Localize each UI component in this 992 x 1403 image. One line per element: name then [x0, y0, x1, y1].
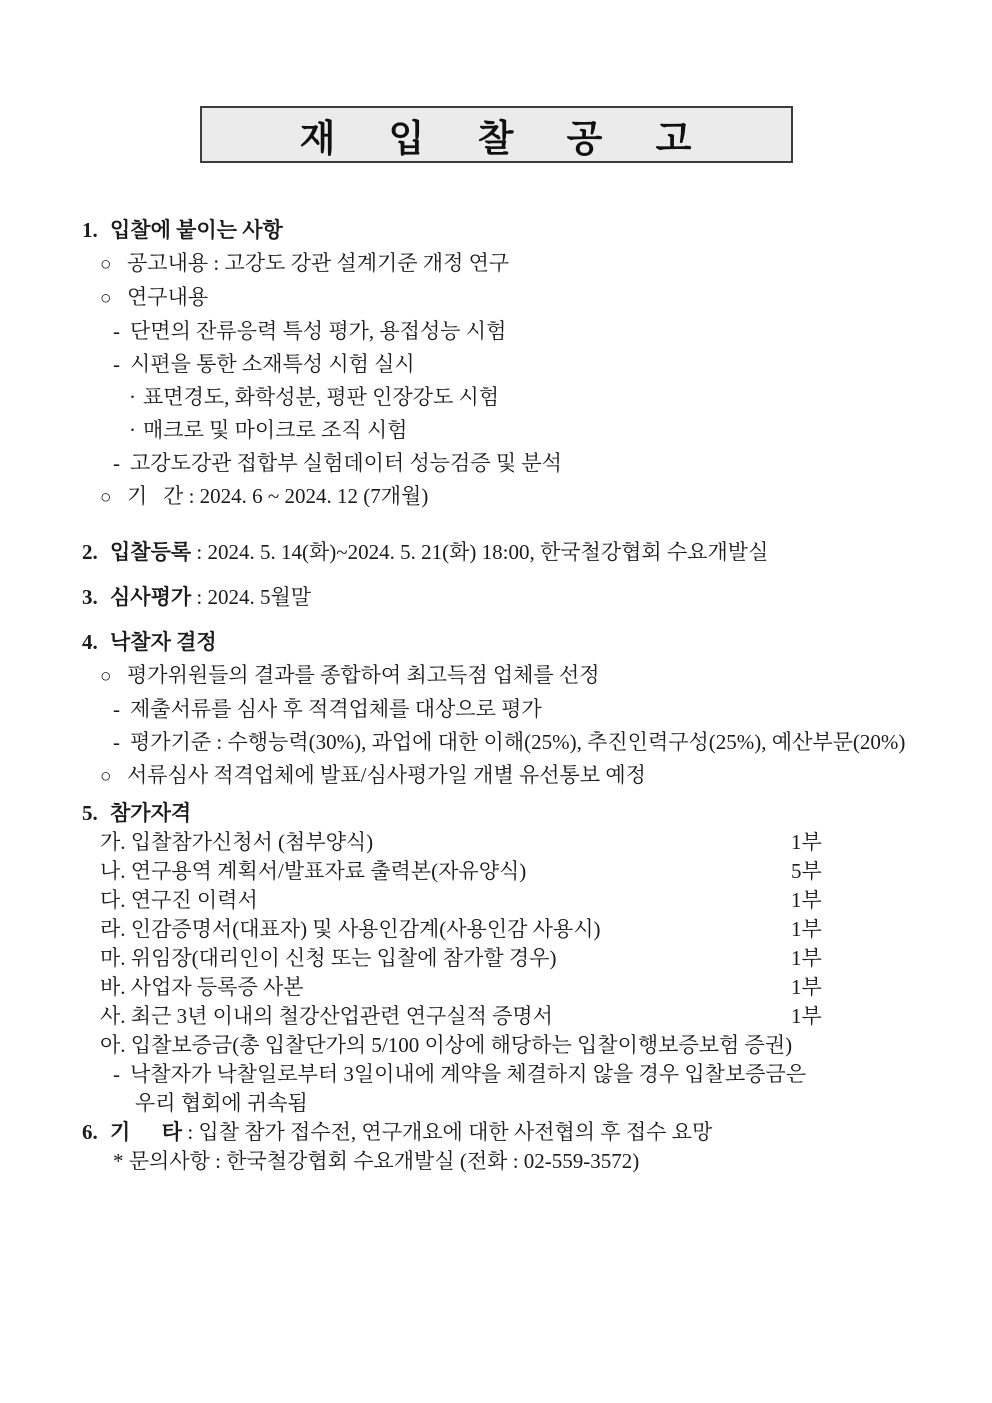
note-line [82, 1060, 982, 1089]
attachment-count: 1부 [791, 946, 822, 970]
section-text: : 입찰 참가 접수전, 연구개요에 대한 사전협의 후 접수 요망 [182, 1120, 713, 1144]
list-item [82, 281, 982, 315]
section-heading-text: 참가자격 [110, 801, 192, 825]
list-item-text: 평가기준 : 수행능력(30%), 과업에 대한 이해(25%), 추진인력구성(25%), 예산부문(20%) [130, 730, 906, 754]
list-item [82, 315, 982, 348]
section-heading [82, 799, 982, 828]
section-heading [82, 536, 982, 569]
attachment-count: 5부 [791, 859, 822, 883]
section-2 [82, 536, 982, 569]
dot-bullet: · [129, 385, 136, 409]
list-item [82, 759, 982, 793]
attachment-count: 1부 [791, 830, 822, 854]
attachment-row [82, 886, 837, 915]
list-item [82, 447, 982, 480]
attachment-label: 아. 입찰보증금(총 입찰단가의 5/100 이상에 해당하는 입찰이행보증보험 증권) [100, 1033, 793, 1057]
section-heading [82, 581, 982, 614]
list-item [82, 480, 982, 514]
list-item [82, 726, 982, 759]
circle-bullet: ○ [100, 288, 112, 309]
note-text: 우리 협회에 귀속됨 [135, 1091, 308, 1115]
section-heading [82, 626, 982, 659]
title-box [200, 106, 793, 163]
attachment-row [82, 828, 837, 857]
section-heading-text: 심사평가 [110, 585, 192, 609]
document-title: 재 입 찰 공 고 [299, 118, 694, 160]
section-heading-text: 낙찰자 결정 [110, 630, 217, 654]
note-text: 낙찰자가 낙찰일로부터 3일이내에 계약을 체결하지 않을 경우 입찰보증금은 [130, 1062, 807, 1086]
attachment-row [82, 973, 837, 1002]
dash-bullet: - [113, 1062, 120, 1086]
attachment-label: 가. 입찰참가신청서 (첨부양식) [100, 830, 374, 854]
document-body [82, 214, 982, 1176]
section-6 [82, 1118, 982, 1147]
attachment-row [82, 915, 837, 944]
contact-note-text: * 문의사항 : 한국철강협회 수요개발실 (전화 : 02-559-3572) [113, 1149, 640, 1173]
section-number: 1. [82, 218, 98, 242]
section-text: : 2024. 5. 14(화)~2024. 5. 21(화) 18:00, 한국철강협회 수요개발실 [191, 540, 769, 564]
list-item-text: 고강도강관 접합부 실험데이터 성능검증 및 분석 [130, 451, 562, 475]
dash-bullet: - [113, 319, 120, 343]
attachment-count: 1부 [791, 888, 822, 912]
note-line [82, 1089, 982, 1118]
section-3 [82, 581, 982, 614]
list-item [82, 348, 982, 381]
attachment-count: 1부 [791, 1004, 822, 1028]
attachment-row [82, 1002, 837, 1031]
attachment-count: 1부 [791, 917, 822, 941]
attachment-label: 바. 사업자 등록증 사본 [100, 975, 304, 999]
section-heading [82, 214, 982, 247]
contact-note [82, 1147, 982, 1176]
section-5 [82, 799, 982, 1176]
section-4 [82, 626, 982, 793]
section-number: 6. [82, 1120, 98, 1144]
list-item [82, 414, 982, 447]
attachment-row [82, 944, 837, 973]
section-number: 2. [82, 540, 98, 564]
list-item [82, 247, 982, 281]
list-item-text: 매크로 및 마이크로 조직 시험 [143, 418, 408, 442]
section-heading-text: 입찰등록 [110, 540, 192, 564]
section-text: : 2024. 5월말 [191, 585, 312, 609]
list-item-text: 연구내용 [127, 285, 209, 309]
circle-bullet: ○ [100, 766, 112, 787]
list-item [82, 693, 982, 726]
list-item [82, 381, 982, 414]
list-item [82, 659, 982, 693]
list-item-text: 제출서류를 심사 후 적격업체를 대상으로 평가 [130, 697, 542, 721]
section-number: 3. [82, 585, 98, 609]
circle-bullet: ○ [100, 254, 112, 275]
circle-bullet: ○ [100, 487, 112, 508]
attachment-label: 나. 연구용역 계획서/발표자료 출력본(자유양식) [100, 859, 527, 883]
list-item-text: 공고내용 : 고강도 강관 설계기준 개정 연구 [127, 251, 510, 275]
section-heading-text: 입찰에 붙이는 사항 [110, 218, 283, 242]
dash-bullet: - [113, 697, 120, 721]
circle-bullet: ○ [100, 666, 112, 687]
attachment-row [82, 1031, 982, 1060]
list-item-text: 평가위원들의 결과를 종합하여 최고득점 업체를 선정 [127, 663, 600, 687]
section-number: 5. [82, 801, 98, 825]
attachment-label: 마. 위임장(대리인이 신청 또는 입찰에 참가할 경우) [100, 946, 557, 970]
section-1 [82, 214, 982, 514]
dash-bullet: - [113, 730, 120, 754]
list-item-text: 서류심사 적격업체에 발표/심사평가일 개별 유선통보 예정 [127, 763, 646, 787]
attachment-label: 라. 인감증명서(대표자) 및 사용인감계(사용인감 사용시) [100, 917, 601, 941]
attachment-label: 사. 최근 3년 이내의 철강산업관련 연구실적 증명서 [100, 1004, 553, 1028]
attachment-label: 다. 연구진 이력서 [100, 888, 258, 912]
attachment-row [82, 857, 837, 886]
list-item-text: 표면경도, 화학성분, 평판 인장강도 시험 [143, 385, 500, 409]
dash-bullet: - [113, 451, 120, 475]
list-item-text: 시편을 통한 소재특성 시험 실시 [130, 352, 415, 376]
list-item-text: 단면의 잔류응력 특성 평가, 용접성능 시험 [130, 319, 507, 343]
section-number: 4. [82, 630, 98, 654]
list-item-text: 기 간 : 2024. 6 ~ 2024. 12 (7개월) [127, 484, 429, 508]
attachment-count: 1부 [791, 975, 822, 999]
dot-bullet: · [129, 418, 136, 442]
section-heading-text: 기 타 [110, 1120, 183, 1144]
dash-bullet: - [113, 352, 120, 376]
